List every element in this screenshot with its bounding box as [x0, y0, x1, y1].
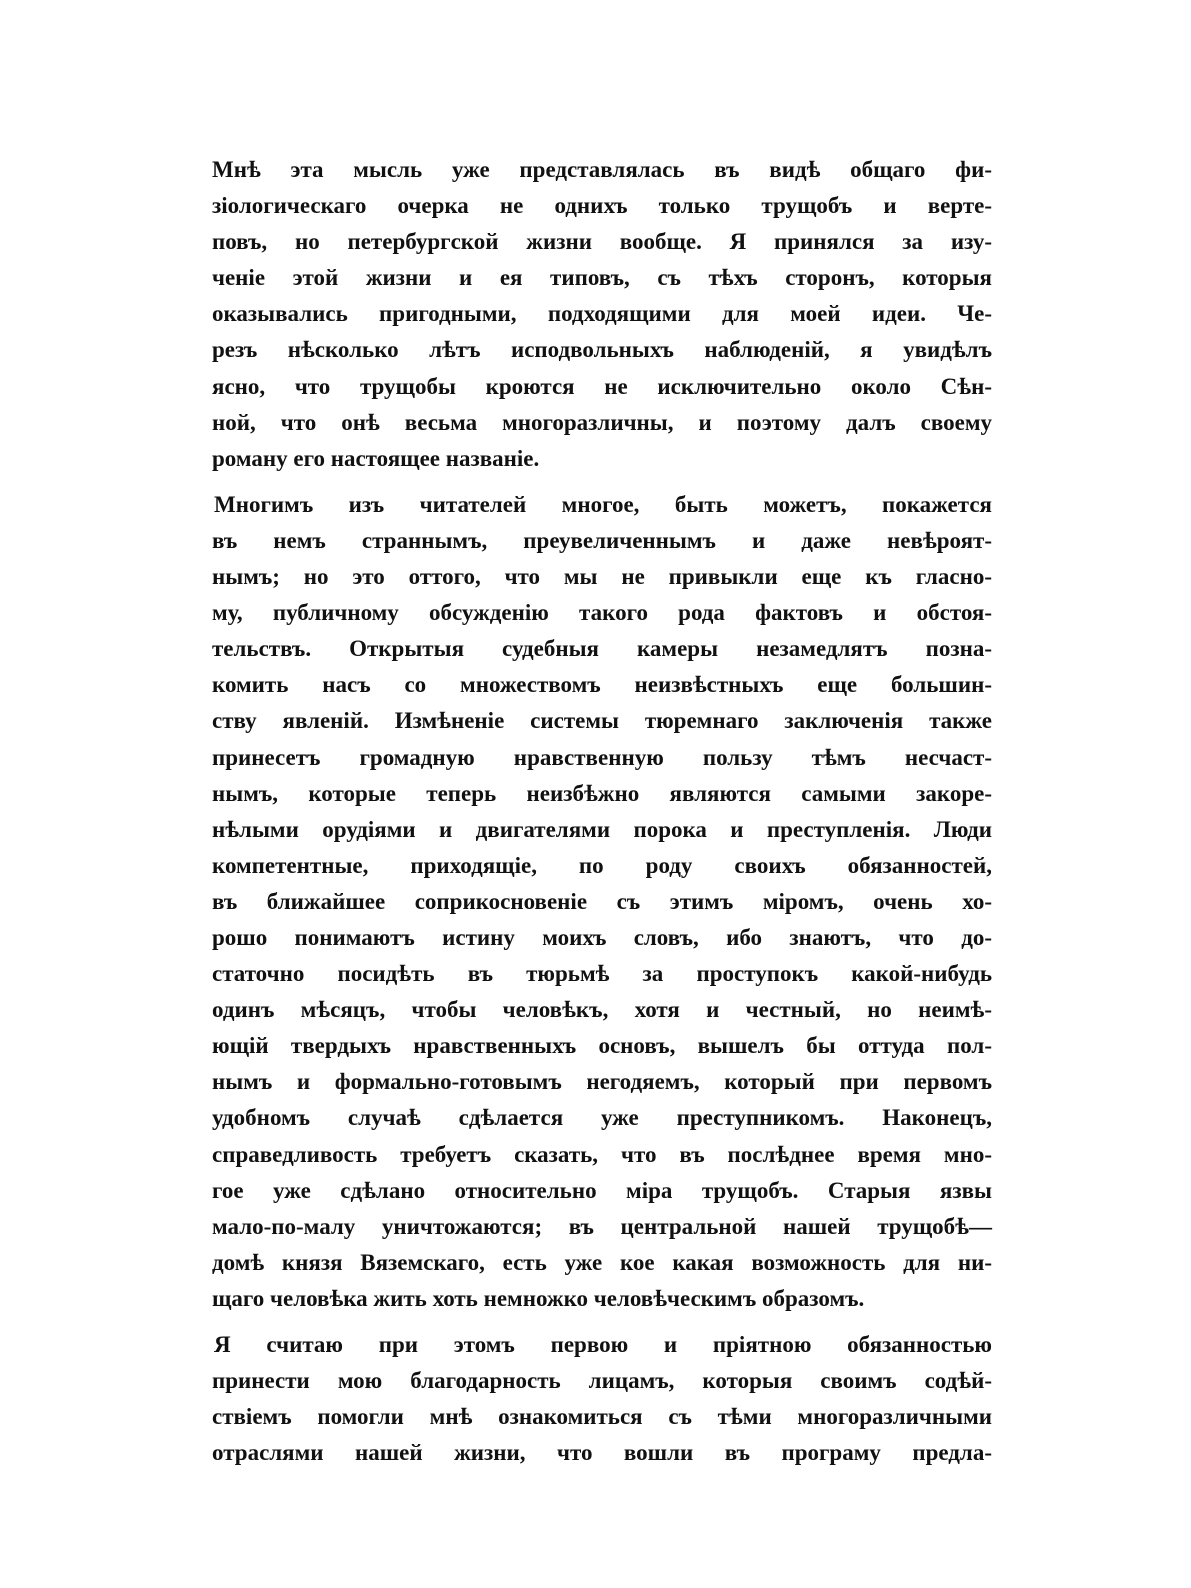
text-line: ству явленій. Измѣненіе системы тюремнаго заключенія также	[212, 708, 992, 734]
text-line: оказывались пригодными, подходящими для моей идеи. Че-	[212, 301, 992, 327]
text-line: компетентные, приходящіе, по роду своихъ обязанностей,	[212, 852, 992, 878]
text-line: ченіе этой жизни и ея типовъ, съ тѣхъ сторонъ, которыя	[212, 265, 992, 291]
text-line: Я считаю при этомъ первою и пріятною обязанностью	[214, 1332, 992, 1357]
paragraph-gap	[212, 1317, 992, 1327]
text-line: нымъ, которые теперь неизбѣжно являются самыми закоре-	[212, 780, 992, 806]
paragraph-3	[212, 1327, 992, 1471]
text-line: ствіемъ помогли мнѣ ознакомиться съ тѣми многоразличными	[212, 1404, 992, 1430]
text-line: въ немъ страннымъ, преувеличеннымъ и даже невѣроят-	[212, 527, 992, 553]
text-line: Мнѣ эта мысль уже представлялась въ видѣ общаго фи-	[212, 157, 992, 182]
page-body-text	[212, 152, 992, 1471]
text-line: статочно посидѣть въ тюрьмѣ за проступокъ какой-нибудь	[212, 961, 992, 987]
text-line: нымъ и формально-готовымъ негодяемъ, который при первомъ	[212, 1069, 992, 1095]
text-line: ющій твердыхъ нравственныхъ основъ, вышелъ бы оттуда пол-	[212, 1033, 992, 1059]
text-line: роману его настоящее названіе.	[212, 445, 540, 471]
paragraph-gap	[212, 477, 992, 487]
text-line: домѣ князя Вяземскаго, есть уже кое какая возможность для ни-	[212, 1249, 992, 1275]
text-line: нымъ; но это оттого, что мы не привыкли еще къ гласно-	[212, 564, 992, 590]
text-line: зіологическаго очерка не однихъ только трущобъ и верте-	[212, 193, 992, 219]
text-line: гое уже сдѣлано относительно міра трущобъ. Старыя язвы	[212, 1177, 992, 1203]
text-line: ной, что онѣ весьма многоразличны, и поэтому далъ своему	[212, 409, 992, 435]
text-line: нѣлыми орудіями и двигателями порока и преступленія. Люди	[212, 816, 992, 842]
text-line: принести мою благодарность лицамъ, которыя своимъ содѣй-	[212, 1368, 992, 1394]
text-line: принесетъ громадную нравственную пользу тѣмъ несчаст-	[212, 744, 992, 770]
text-line: справедливость требуетъ сказать, что въ послѣднее время мно-	[212, 1141, 992, 1167]
paragraph-2	[212, 487, 992, 1317]
text-line: тельствъ. Открытыя судебныя камеры незамедлятъ позна-	[212, 636, 992, 662]
text-line: рошо понимаютъ истину моихъ словъ, ибо знаютъ, что до-	[212, 924, 992, 950]
text-line: ясно, что трущобы кроются не исключительно около Сѣн-	[212, 373, 992, 399]
text-line: резъ нѣсколько лѣтъ исподвольныхъ наблюденій, я увидѣлъ	[212, 337, 992, 363]
text-line: комить насъ со множествомъ неизвѣстныхъ еще большин-	[212, 672, 992, 698]
text-line: мало-по-малу уничтожаются; въ центральной нашей трущобѣ—	[212, 1213, 992, 1239]
text-line: му, публичному обсужденію такого рода фактовъ и обстоя-	[212, 600, 992, 626]
paragraph-1	[212, 152, 992, 477]
text-line: повъ, но петербургской жизни вообще. Я принялся за изу-	[212, 229, 992, 255]
text-line: отраслями нашей жизни, что вошли въ програму предла-	[212, 1440, 992, 1466]
text-line: одинъ мѣсяцъ, чтобы человѣкъ, хотя и честный, но неимѣ-	[212, 997, 992, 1023]
text-line: Многимъ изъ читателей многое, быть можетъ, покажется	[214, 491, 992, 517]
text-line: щаго человѣка жить хоть немножко человѣческимъ образомъ.	[212, 1285, 865, 1311]
text-line: удобномъ случаѣ сдѣлается уже преступникомъ. Наконецъ,	[212, 1105, 992, 1131]
text-line: въ ближайшее соприкосновеніе съ этимъ міромъ, очень хо-	[212, 888, 992, 914]
